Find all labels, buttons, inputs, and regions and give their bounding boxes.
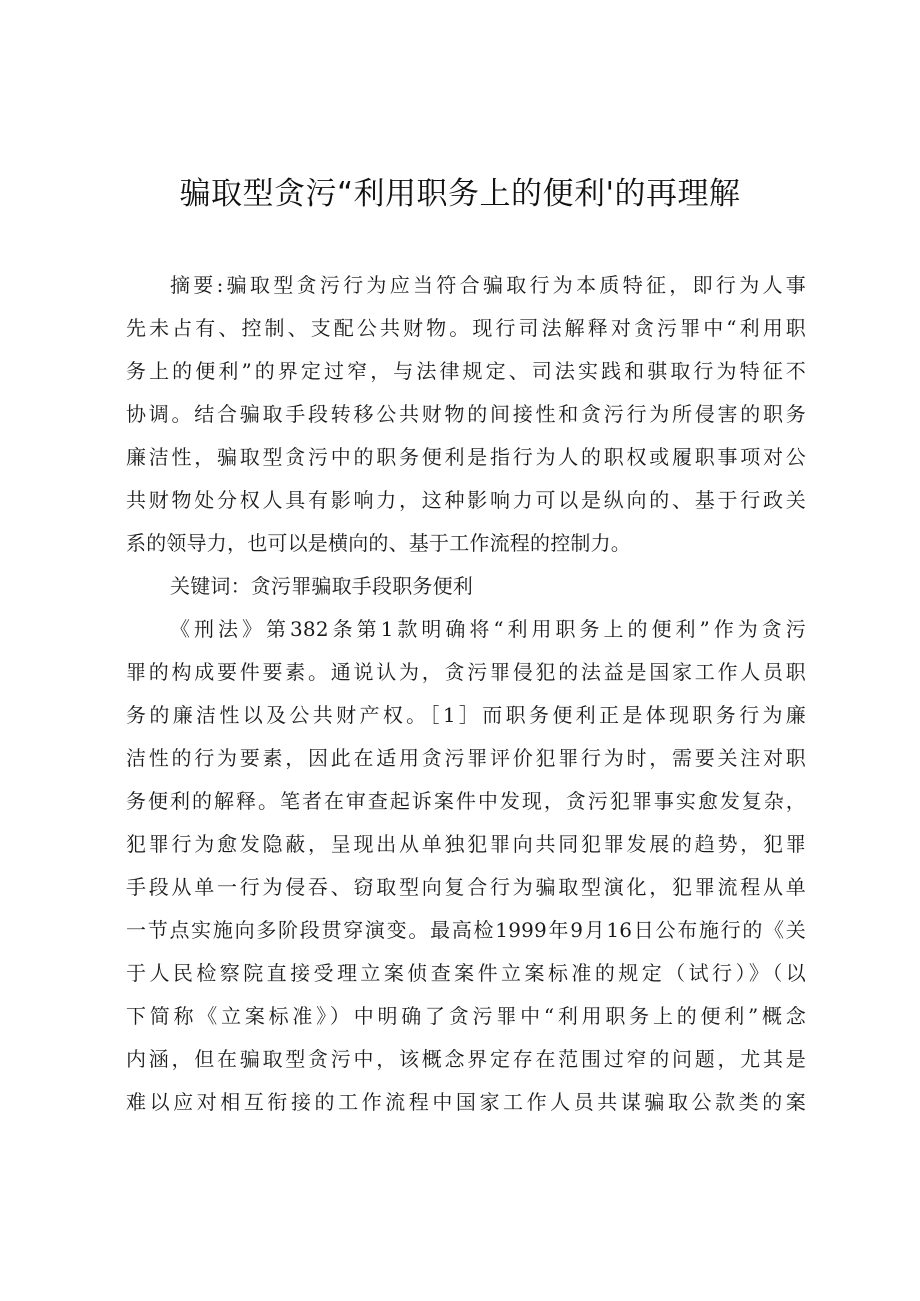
abstract-line: 务上的便利”的界定过窄，与法律规定、司法实践和骐取行为特征不 [126, 359, 806, 383]
body-line: 内涵，但在骗取型贪污中，该概念界定存在范围过窄的问题，尤其是 [126, 1047, 806, 1071]
body-line: 下简称《立案标准》）中明确了贪污罪中“利用职务上的便利”概念 [126, 1004, 806, 1028]
body-line: 务便利的解释。笔者在审查起诉案件中发现，贪污犯罪事实愈发复杂， [126, 789, 806, 813]
abstract-line: 摘要:骗取型贪污行为应当符合骗取行为本质特征，即行为人事 [170, 273, 806, 297]
abstract-line: 协调。结合骗取手段转移公共财物的间接性和贪污行为所侵害的职务 [126, 402, 806, 426]
body-line: 犯罪行为愈发隐蔽，呈现出从单独犯罪向共同犯罪发展的趋势，犯罪 [126, 832, 806, 856]
abstract-line: 廉洁性，骗取型贪污中的职务便利是指行为人的职权或履职事项对公 [126, 445, 806, 469]
body-line: 务的廉洁性以及公共财产权。［1］而职务便利正是体现职务行为廉 [126, 703, 806, 727]
body-line: 一节点实施向多阶段贯穿演变。最高检1999年9月16日公布施行的《关 [126, 918, 806, 942]
body-line: 洁性的行为要素，因此在适用贪污罪评价犯罪行为时，需要关注对职 [126, 746, 806, 770]
keywords-line: 关键词：贪污罪骗取手段职务便利 [170, 574, 473, 598]
abstract-line: 先未占有、控制、支配公共财物。现行司法解释对贪污罪中“利用职 [126, 316, 806, 340]
abstract-line: 共财物处分权人具有影响力，这种影响力可以是纵向的、基于行政关 [126, 488, 806, 512]
abstract-line: 系的领导力，也可以是横向的、基于工作流程的控制力。 [126, 531, 631, 555]
body-line: 难以应对相互衔接的工作流程中国家工作人员共谋骗取公款类的案 [126, 1090, 806, 1114]
body-line: 手段从单一行为侵吞、窃取型向复合行为骗取型演化，犯罪流程从单 [126, 875, 806, 899]
body-line: 《刑法》第382条第1款明确将“利用职务上的便利”作为贪污 [170, 617, 806, 641]
document-title: 骗取型贪污“利用职务上的便利'的再理解 [179, 176, 741, 212]
body-line: 于人民检察院直接受理立案侦查案件立案标准的规定（试行）》（以 [126, 961, 806, 985]
document-body [126, 264, 806, 1124]
body-line: 罪的构成要件要素。通说认为，贪污罪侵犯的法益是国家工作人员职 [126, 660, 806, 684]
